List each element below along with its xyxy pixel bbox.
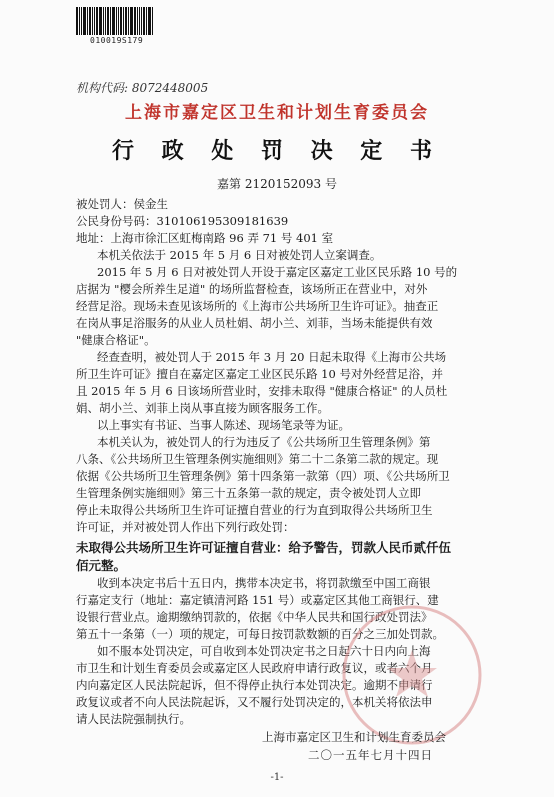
body-line: 所卫生许可证》擅自在嘉定区嘉定工业区民乐路 10 号对外经营足浴，并	[76, 367, 443, 381]
body-line: 行嘉定支行（地址：嘉定镇清河路 151 号）或嘉定区其他工商银行、建	[76, 593, 439, 607]
body-line: 许可证，并对被处罚人作出下列行政处罚：	[76, 520, 295, 534]
page-number: -1-	[270, 772, 284, 783]
body-line: 经营足浴。现场未查见该场所的《上海市公共场所卫生许可证》。抽查正	[76, 299, 439, 313]
barcode-bar	[96, 7, 98, 35]
barcode-number: 010019S179	[90, 36, 144, 45]
barcode-bar	[134, 7, 136, 35]
body-line: 政复议或者不向人民法院起诉，又不履行处罚决定的，本机关将依法申	[76, 695, 433, 709]
barcode-bar	[94, 7, 95, 35]
body-line: 店据为 "樱会所养生足道" 的场所监督检查，该场所正在营业中，对外	[76, 282, 428, 296]
body-line: 生管理条例实施细则》第三十五条第一款的规定，责令被处罚人立即	[76, 486, 421, 500]
barcode-bar	[128, 7, 129, 35]
body-line: 以上事实有书证、当事人陈述、现场笔录等为证。	[97, 418, 350, 432]
id-number: 公民身份号码：310106195309181639	[76, 214, 289, 228]
body-line: "健康合格证"。	[76, 333, 156, 347]
barcode-bar	[141, 7, 142, 35]
body-line: 请人民法院强制执行。	[76, 712, 191, 726]
issuer-title: 上海市嘉定区卫生和计划生育委员会	[125, 103, 429, 123]
barcode-bar	[89, 7, 91, 35]
body-line: 市卫生和计划生育委员会或嘉定区人民政府申请行政复议，或者六个月	[76, 661, 433, 675]
document-number: 嘉第 2120152093 号	[217, 177, 337, 191]
body-line: 且 2015 年 5 月 6 日该场所营业时，安排未取得 "健康合格证" 的人员杜	[76, 384, 448, 398]
barcode-bar	[83, 7, 86, 35]
barcode-bar	[105, 7, 106, 35]
barcode-bar	[107, 7, 109, 35]
body-line: 如不服本处罚决定，可自收到本处罚决定书之日起六十日内向上海	[97, 644, 431, 658]
body-line: 停止未取得公共场所卫生许可证擅自营业的行为直到取得公共场所卫生	[76, 503, 433, 517]
barcode-bar	[130, 7, 133, 35]
penalty-line: 佰元整。	[76, 558, 127, 573]
barcode-bar	[137, 7, 138, 35]
body-line: 经查查明，被处罚人于 2015 年 3 月 20 日起未取得《上海市公共场	[97, 350, 447, 364]
barcode-bar	[118, 7, 119, 35]
barcode-bar	[76, 7, 78, 35]
barcode-bar	[87, 7, 88, 35]
body-line: 娟、胡小兰、刘菲上岗从事直接为顾客服务工作。	[76, 401, 329, 415]
body-line: 2015 年 5 月 6 日对被处罚人开设于嘉定区嘉定工业区民乐路 10 号的	[97, 265, 458, 279]
body-line: 第五十一条第（一）项的规定，可每日按罚款数额的百分之三加处罚款。	[76, 627, 444, 641]
barcode-bar	[79, 7, 80, 35]
body-line: 收到本决定书后十五日内，携带本决定书，将罚款缴至中国工商银	[97, 576, 431, 590]
barcode-bar	[103, 7, 104, 35]
barcode-bar	[148, 7, 151, 35]
barcode-bar	[152, 7, 153, 35]
barcode-bar	[116, 7, 117, 35]
penalized-party: 被处罚人：侯金生	[76, 197, 168, 211]
body-line: 在岗从事足浴服务的从业人员杜娟、胡小兰、刘菲，当场未能提供有效	[76, 316, 433, 330]
barcode-bar	[92, 7, 93, 35]
barcode-bar	[146, 7, 147, 35]
org-code: 机构代码: 8072448005	[76, 81, 209, 95]
body-line: 依据《公共场所卫生管理条例》第十四条第一款第（四）项、《公共场所卫	[76, 469, 450, 483]
barcode-bar	[123, 7, 124, 35]
barcode-bar	[143, 7, 145, 35]
signature-org: 上海市嘉定区卫生和计划生育委员会	[262, 730, 446, 744]
barcode-bar	[112, 7, 115, 35]
body-line: 本机关依法于 2015 年 5 月 6 日对被处罚人立案调查。	[97, 248, 382, 262]
body-line: 设银行营业点。逾期缴纳罚款的，依据《中华人民共和国行政处罚法》	[76, 610, 433, 624]
barcode-bar	[120, 7, 122, 35]
address: 地址：上海市徐汇区虹梅南路 96 弄 71 号 401 室	[76, 231, 334, 245]
barcode-bar	[139, 7, 140, 35]
barcode-bar	[81, 7, 82, 35]
barcode	[76, 7, 172, 35]
body-line: 内向嘉定区人民法院起诉，但不得停止执行本处罚决定。逾期不申请行	[76, 678, 433, 692]
body-line: 本机关认为，被处罚人的行为违反了《公共场所卫生管理条例》第	[97, 435, 431, 449]
barcode-bar	[99, 7, 102, 35]
barcode-bar	[110, 7, 111, 35]
body-line: 八条、《公共场所卫生管理条例实施细则》第二十二条第二款的规定。现	[76, 452, 439, 466]
document-title: 行 政 处 罚 决 定 书	[112, 138, 442, 164]
official-seal	[337, 600, 487, 750]
signature-date: 二〇一五年七月十四日	[308, 748, 433, 762]
penalty-line: 未取得公共场所卫生许可证擅自营业：给予警告，罚款人民币贰仟伍	[76, 540, 452, 555]
barcode-bar	[125, 7, 127, 35]
